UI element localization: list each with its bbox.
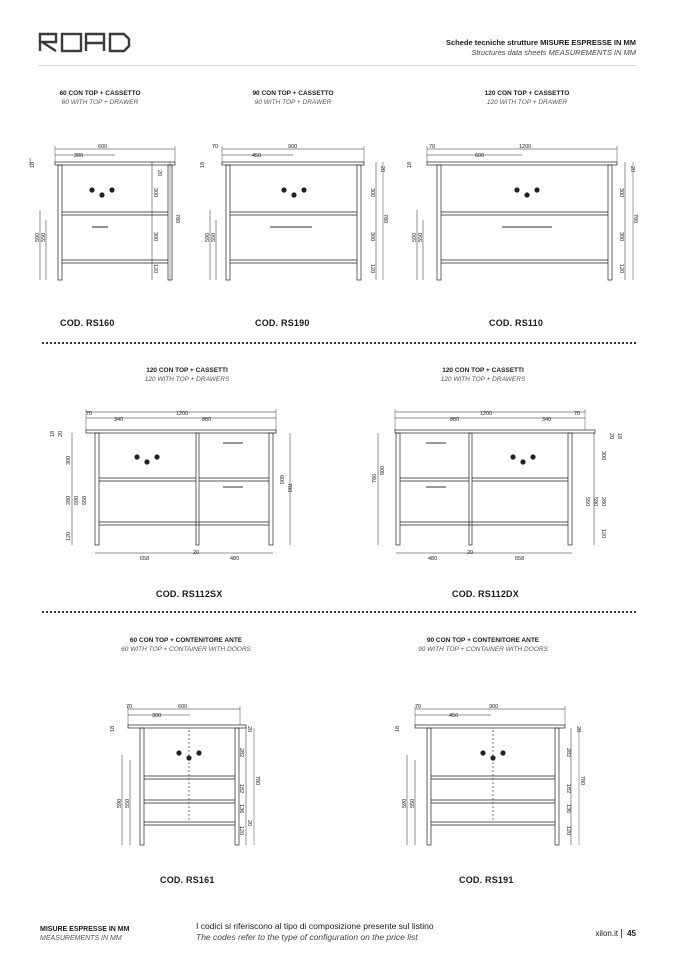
svg-text:70: 70 [429,144,436,150]
svg-text:280: 280 [66,495,72,505]
drawing-rs110 [407,140,637,285]
svg-text:20: 20 [575,726,581,733]
svg-text:136: 136 [565,804,571,814]
svg-text:20: 20 [629,166,635,173]
svg-text:450: 450 [252,153,262,159]
svg-text:1200: 1200 [176,411,189,417]
caption-rs112dx: 120 CON TOP + CASSETTI 120 WITH TOP + DRAWERS [440,367,526,383]
footer-site-page [595,929,636,938]
svg-text:136: 136 [238,804,244,814]
svg-text:590: 590 [35,232,41,242]
drawing-rs161 [110,700,260,850]
svg-text:18: 18 [200,161,206,168]
drawing-rs190 [200,140,388,285]
caption-rs110: 120 CON TOP + CASSETTO 120 WITH TOP + DRAWER [484,90,570,106]
svg-text:20: 20 [608,433,614,440]
svg-text:20: 20 [246,820,252,827]
svg-text:780: 780 [174,214,180,224]
svg-text:590: 590 [117,798,123,808]
svg-text:300: 300 [618,188,624,198]
svg-text:860: 860 [202,417,212,423]
caption-rs161: 60 CON TOP + CONTENITORE ANTE 60 WITH TOP + CONTAINER WITH DOORS [121,637,251,653]
svg-text:300: 300 [600,451,606,461]
svg-text:120: 120 [152,264,158,274]
svg-text:280: 280 [600,497,606,507]
svg-text:600: 600 [178,704,188,710]
code-rs191: COD. RS191 [459,875,514,885]
caption-rs160: 60 CON TOP + CASSETTO 60 WITH TOP + DRAWER [59,90,141,106]
header-title-it: Schede tecniche strutture MISURE ESPRESSE IN MM [445,38,636,47]
svg-text:780: 780 [579,776,585,786]
drawing-rs191 [395,700,595,850]
svg-text:20: 20 [58,430,64,437]
brand-logo [38,31,133,53]
svg-text:70: 70 [415,704,422,710]
svg-text:20: 20 [467,550,474,556]
svg-text:300: 300 [369,188,375,198]
svg-text:120: 120 [565,826,571,836]
svg-text:282: 282 [565,748,571,758]
svg-text:300: 300 [152,713,162,719]
drawing-rs160 [30,140,190,285]
svg-text:182: 182 [238,784,244,794]
header-divider [38,65,636,66]
svg-text:600: 600 [380,465,386,475]
site-link[interactable]: xilon.it [595,929,619,938]
svg-text:780: 780 [286,483,292,493]
svg-text:480: 480 [230,556,240,562]
svg-text:550: 550 [82,495,88,505]
svg-text:300: 300 [74,153,84,159]
svg-text:20: 20 [246,726,252,733]
svg-text:340: 340 [542,417,552,423]
page-number: 45 [621,929,636,938]
svg-text:1200: 1200 [480,411,493,417]
drawing-rs112sx [50,405,300,565]
svg-text:900: 900 [489,704,499,710]
code-rs160: COD. RS160 [60,318,115,328]
svg-text:300: 300 [152,188,158,198]
footer-codes-note: I codici si riferiscono al tipo di composizione presente sul listino The codes refer to the type of configuration on the price list [196,921,434,942]
svg-text:590: 590 [205,232,211,242]
svg-text:480: 480 [428,556,438,562]
svg-text:282: 282 [238,748,244,758]
svg-text:1200: 1200 [519,144,532,150]
section-divider-2 [42,611,636,613]
code-rs190: COD. RS190 [255,318,310,328]
svg-text:20: 20 [193,550,200,556]
code-rs161: COD. RS161 [160,875,215,885]
svg-text:340: 340 [114,417,124,423]
svg-text:590: 590 [592,497,598,507]
svg-text:120: 120 [600,529,606,539]
caption-rs191: 90 CON TOP + CONTENITORE ANTE 90 WITH TOP + CONTAINER WITH DOORS [418,637,548,653]
svg-text:780: 780 [382,214,388,224]
svg-text:300: 300 [618,232,624,242]
svg-text:300: 300 [152,232,158,242]
svg-text:550: 550 [418,232,424,242]
svg-text:300: 300 [66,455,72,465]
svg-text:590: 590 [402,798,408,808]
svg-text:780: 780 [254,776,260,786]
caption-rs112sx: 120 CON TOP + CASSETTI 120 WITH TOP + DRAWERS [144,367,230,383]
svg-text:658: 658 [140,556,150,562]
svg-text:600: 600 [98,144,108,150]
svg-text:120: 120 [238,826,244,836]
svg-text:780: 780 [632,214,638,224]
svg-text:120: 120 [66,531,72,541]
code-rs112sx: COD. RS112SX [156,589,223,599]
svg-text:550: 550 [410,798,416,808]
svg-text:900: 900 [288,144,298,150]
svg-text:70: 70 [574,411,581,417]
section-divider-1 [42,342,636,344]
caption-rs190: 90 CON TOP + CASSETTO 90 WITH TOP + DRAWER [252,90,334,106]
svg-text:18: 18 [30,161,36,168]
svg-text:20: 20 [379,166,385,173]
svg-text:300: 300 [369,232,375,242]
svg-text:780: 780 [372,473,378,483]
header-titles [446,38,636,58]
svg-text:20: 20 [156,170,162,177]
svg-text:182: 182 [565,784,571,794]
svg-text:450: 450 [449,713,459,719]
svg-text:550: 550 [211,232,217,242]
code-rs112dx: COD. RS112DX [452,589,519,599]
svg-text:590: 590 [412,232,418,242]
svg-text:550: 550 [584,497,590,507]
footer-measure-note: MISURE ESPRESSE IN MM MEASUREMENTS IN MM [40,926,130,942]
drawing-rs112dx [370,405,630,565]
svg-text:18: 18 [407,161,413,168]
svg-text:18: 18 [395,725,401,732]
svg-text:600: 600 [475,153,485,159]
svg-text:550: 550 [125,798,131,808]
svg-text:120: 120 [618,264,624,274]
header-title-en: Structures data sheets MEASUREMENTS IN MM [471,48,636,57]
svg-text:590: 590 [74,495,80,505]
svg-text:70: 70 [126,704,133,710]
svg-text:860: 860 [450,417,460,423]
svg-text:658: 658 [515,556,525,562]
svg-text:70: 70 [212,144,219,150]
svg-text:550: 550 [41,232,47,242]
svg-text:600: 600 [278,475,284,485]
svg-text:120: 120 [369,264,375,274]
svg-text:70: 70 [86,411,93,417]
code-rs110: COD. RS110 [489,318,544,328]
svg-text:18: 18 [110,725,116,732]
svg-text:18: 18 [50,430,56,437]
svg-text:18: 18 [616,433,622,440]
